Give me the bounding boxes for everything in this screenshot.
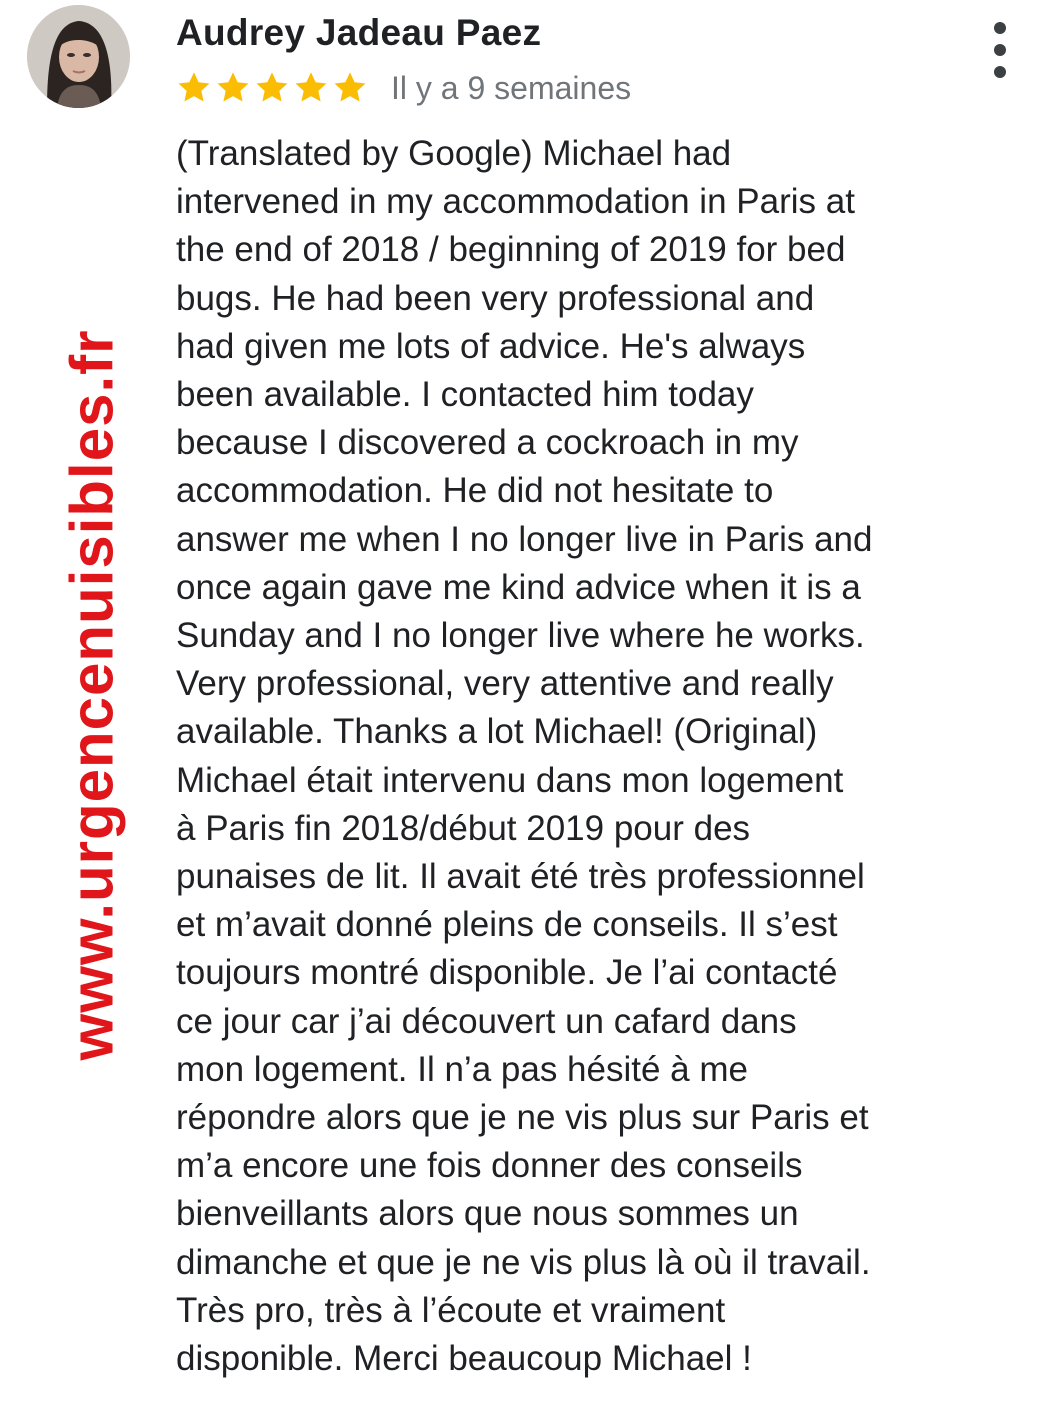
review-text-line: punaises de lit. Il avait été très professionnel: [176, 857, 865, 897]
author-avatar[interactable]: [27, 5, 130, 108]
star-icon: [176, 70, 212, 106]
star-icon: [293, 70, 329, 106]
more-options-button[interactable]: [980, 22, 1020, 78]
review-date: Il y a 9 semaines: [391, 69, 632, 106]
more-vert-icon: [994, 44, 1006, 56]
star-rating: [176, 70, 371, 106]
review-text-line: Very professional, very attentive and really: [176, 664, 834, 704]
review-text-line: had given me lots of advice. He's always: [176, 326, 806, 366]
review-text-line: bienveillants alors que nous sommes un: [176, 1194, 799, 1234]
more-vert-icon: [994, 22, 1006, 34]
review-text-line: m’a encore une fois donner des conseils: [176, 1146, 803, 1186]
star-icon: [215, 70, 251, 106]
review-text-line: (Translated by Google) Michael had: [176, 134, 732, 173]
review-text-line: et m’avait donné pleins de conseils. Il s’est: [176, 905, 838, 945]
review-text-line: répondre alors que je ne vis plus sur Paris et: [176, 1098, 869, 1138]
review-text-line: the end of 2018 / beginning of 2019 for bed: [176, 230, 846, 270]
review-text-line: intervened in my accommodation in Paris at: [176, 182, 855, 222]
more-vert-icon: [994, 66, 1006, 78]
review-text: [176, 130, 1036, 1383]
review-text-line: been available. I contacted him today: [176, 375, 754, 415]
review-text-line: available. Thanks a lot Michael! (Original): [176, 712, 818, 752]
review-text-line: accommodation. He did not hesitate to: [176, 471, 774, 511]
review-text-line: dimanche et que je ne vis plus là où il travail.: [176, 1242, 871, 1282]
review-text-line: Sunday and I no longer live where he works.: [176, 616, 865, 656]
review-text-line: mon logement. Il n’a pas hésité à me: [176, 1049, 748, 1089]
watermark-text: www.urgencenuisibles.fr: [58, 329, 126, 1061]
rating-row: [176, 66, 631, 110]
review-text-line: bugs. He had been very professional and: [176, 278, 815, 318]
review-text-line: because I discovered a cockroach in my: [176, 423, 799, 463]
author-name[interactable]: Audrey Jadeau Paez: [176, 12, 542, 53]
review-text-line: toujours montré disponible. Je l’ai contacté: [176, 953, 838, 993]
review-text-line: answer me when I no longer live in Paris and: [176, 519, 873, 559]
review-text-line: Michael était intervenu dans mon logement: [176, 760, 844, 800]
star-icon: [254, 70, 290, 106]
review-text-line: disponible. Merci beaucoup Michael !: [176, 1339, 752, 1379]
review-text-line: ce jour car j’ai découvert un cafard dans: [176, 1001, 797, 1041]
star-icon: [332, 70, 368, 106]
review-text-line: once again gave me kind advice when it is a: [176, 567, 861, 607]
review-text-line: à Paris fin 2018/début 2019 pour des: [176, 808, 751, 848]
avatar-portrait: [27, 5, 130, 108]
review-text-line: Très pro, très à l’écoute et vraiment: [176, 1290, 726, 1330]
